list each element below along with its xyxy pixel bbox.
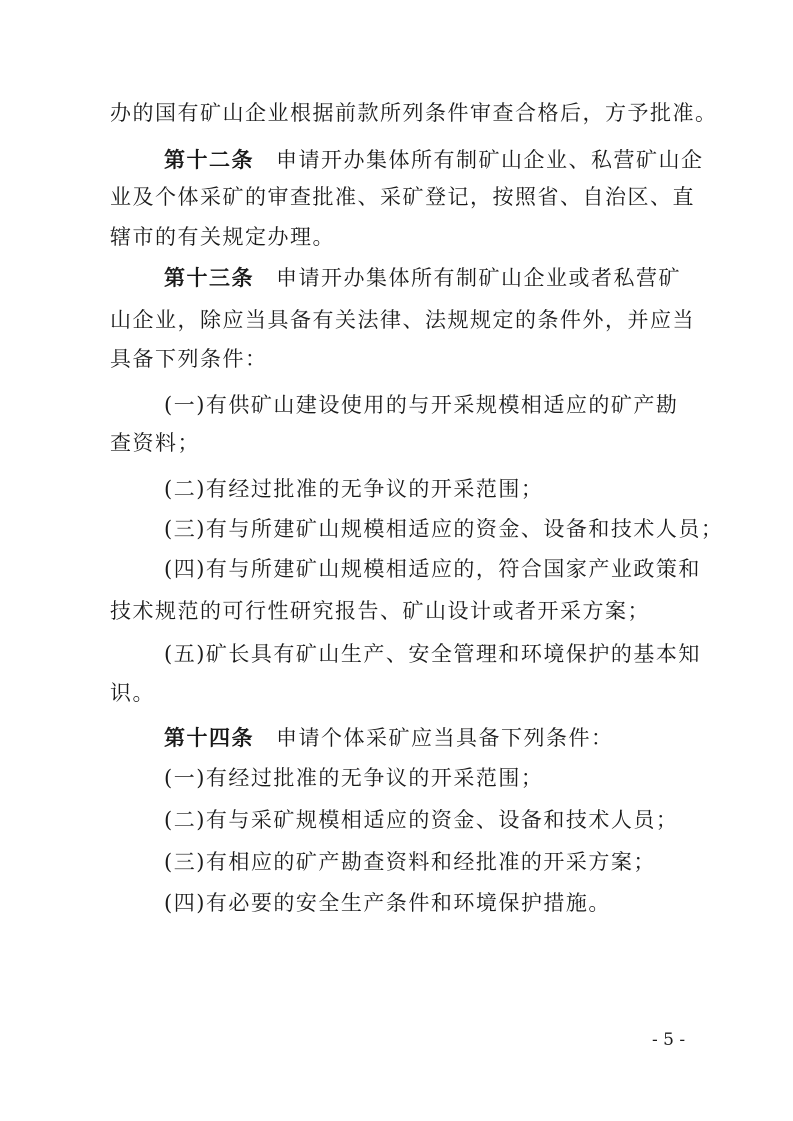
article-heading: 第十二条 — [164, 147, 254, 172]
list-item: (三)有相应的矿产勘查资料和经批准的开采方案； — [164, 850, 656, 874]
list-item: (四)有必要的安全生产条件和环境保护措施。 — [164, 891, 611, 915]
article-heading: 第十四条 — [164, 725, 254, 750]
list-item: (四)有与所建矿山规模相适应的，符合国家产业政策和 — [164, 557, 701, 581]
list-item: (二)有经过批准的无争议的开采范围； — [164, 477, 544, 501]
text-line: 申请开办集体所有制矿山企业或者私营矿 — [276, 266, 681, 290]
text-line: 辖市的有关规定办理。 — [110, 225, 335, 249]
list-item: (一)有经过批准的无争议的开采范围； — [164, 766, 544, 790]
text-line: 申请个体采矿应当具备下列条件： — [276, 726, 614, 750]
text-line: 具备下列条件： — [110, 347, 268, 371]
text-line: 山企业，除应当具备有关法律、法规规定的条件外，并应当 — [110, 308, 695, 332]
text-line: 技术规范的可行性研究报告、矿山设计或者开采方案； — [110, 599, 650, 623]
list-item: (五)矿长具有矿山生产、安全管理和环境保护的基本知 — [164, 642, 701, 666]
article-12-paragraph — [164, 145, 744, 175]
text-line: 业及个体采矿的审查批准、采矿登记，按照省、自治区、直 — [110, 185, 695, 209]
text-line: 办的国有矿山企业根据前款所列条件审查合格后，方予批准。 — [110, 101, 718, 125]
text-line: 识。 — [110, 681, 155, 705]
list-item: (二)有与采矿规模相适应的资金、设备和技术人员； — [164, 808, 679, 832]
list-item: (三)有与所建矿山规模相适应的资金、设备和技术人员； — [164, 517, 724, 541]
article-14-paragraph — [164, 723, 744, 753]
list-item: (一)有供矿山建设使用的与开采规模相适应的矿产勘 — [164, 393, 679, 417]
text-line: 查资料； — [110, 431, 200, 455]
article-heading: 第十三条 — [164, 265, 254, 290]
page-number: - 5 - — [652, 1030, 686, 1050]
text-line: 申请开办集体所有制矿山企业、私营矿山企 — [276, 148, 704, 172]
article-13-paragraph — [164, 263, 744, 293]
